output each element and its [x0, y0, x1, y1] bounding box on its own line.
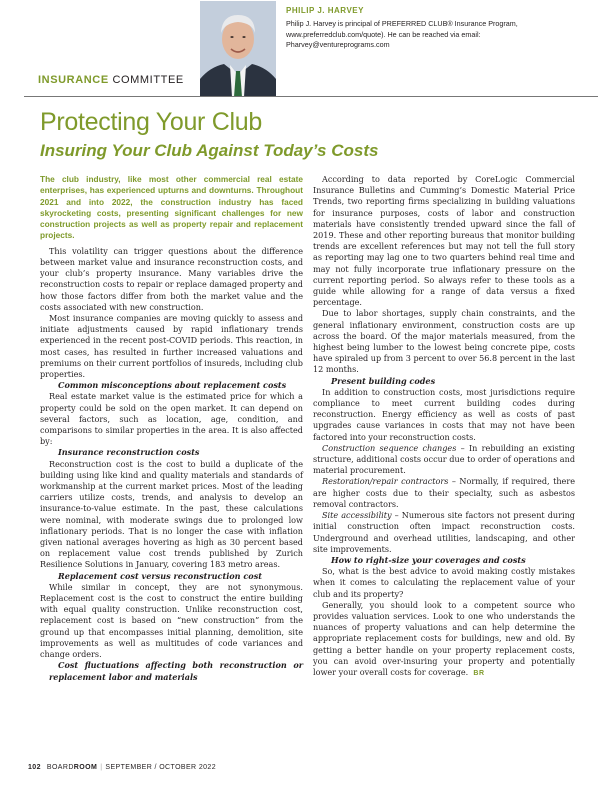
section-label	[38, 74, 184, 86]
author-portrait-icon	[200, 1, 276, 97]
body-paragraph: Real estate market value is the estimated price for which a property could be sold on the open market. It can depend on several factors, such as location, age, condition, and comparisons to similar properties in the area. It is also affected by:	[40, 391, 303, 447]
end-mark: BR	[473, 669, 485, 677]
body-paragraph	[313, 510, 575, 555]
body-paragraph	[313, 443, 575, 477]
body-paragraph: According to data reported by CoreLogic Commercial Insurance Bulletins and Cumming’s Domestic Material Price Trends, two reporting firms specializing in building valuations for insurance purposes, costs of labor and construction materials have consistently trended upward since the fall of 2019. These and other reporting bureaus that monitor building trends are excellent references but may not tell the full story as reporting may lag one to two quarters behind real time and may not fully incorporate true inflationary pressure on the current reporting period. So always refer to these tools as a guide while allowing for a range of data versus a fixed percentage.	[313, 174, 575, 308]
body-paragraph	[313, 600, 575, 679]
footer-separator: |	[100, 764, 103, 771]
page-footer	[28, 764, 216, 771]
body-paragraph: So, what is the best advice to avoid making costly mistakes when it comes to calculating the replacement value of your club and its property?	[313, 566, 575, 599]
author-name: PHILIP J. HARVEY	[286, 6, 364, 15]
section-heading: How to right-size your coverages and costs	[331, 554, 526, 565]
magazine-name-light: BOARD	[46, 764, 74, 771]
page-number: 102	[28, 764, 41, 771]
body-paragraph: This volatility can trigger questions about the difference between market value and insurance reconstruction costs, and your club’s property insurance. Many variables drive the reconstruction costs to repair or replace damaged property and how those factors differ from both the market value and the costs associated with new construction.	[40, 245, 303, 312]
item-text: – In rebuilding an existing structure, additional costs occur due to order of operations and material procurement.	[313, 442, 575, 476]
item-label: Site accessibility	[322, 510, 392, 521]
section-heading: Cost fluctuations affecting both reconstruction or replacement labor and materials	[49, 660, 303, 682]
magazine-name	[47, 764, 97, 771]
right-column	[313, 174, 575, 679]
author-photo	[200, 1, 276, 97]
item-label: Restoration/repair contractors	[322, 476, 449, 487]
header-divider	[24, 96, 598, 97]
lead-paragraph: The club industry, like most other commercial real estate enterprises, has experienced upturns and downturns. Throughout 2021 and into 2022, the construction industry has faced skyrocketing costs, presenting significant challenges for new construction projects as well as property repair and replacement projects.	[40, 174, 303, 241]
article-title: Protecting Your Club	[40, 108, 262, 136]
section-heading: Common misconceptions about replacement costs	[58, 380, 287, 391]
body-paragraph: While similar in concept, they are not synonymous. Replacement cost is the cost to construct the entire building with equal quality construction. Unlike reconstruction cost, replacement cost is based on “new construction” from the ground up that encompasses initial planning, demolition, site improvements as well as multitudes of code variances and change orders.	[40, 581, 303, 660]
closing-text: Generally, you should look to a competent source who provides valuation services. Look to one who understands the nuances of property valuations and can help determine the appropriate replacement costs for buildings, new and old. By getting a better handle on your property replacement costs, you can avoid over-insuring your property and potentially lower your overall costs for coverage.	[313, 599, 575, 677]
section-heading: Present building codes	[331, 375, 436, 386]
body-paragraph: In addition to construction costs, most jurisdictions require compliance to meet current building codes during reconstruction. Energy efficiency as well as costs of past upgrades cause variances in costs that may not have been factored into your reconstruction costs.	[313, 386, 575, 442]
body-paragraph	[313, 476, 575, 510]
section-heading: Replacement cost versus reconstruction cost	[58, 570, 262, 581]
body-paragraph: Reconstruction cost is the cost to build a duplicate of the building using like kind and quality materials and standards of workmanship at the current market prices. Most of the leading carriers utilize costs, trends, and analysis to develop an insurance-to-value estimate. In the past, these calculations were nominal, with moderate swings due to prolonged low inflationary periods. That is no longer the case with inflation given national averages hovering as high as 30 percent based on replacement value cost trends published by Zurich Resilience Solutions in January, covering 183 metro areas.	[40, 458, 303, 570]
item-text: – Numerous site factors not present during initial construction often impact reconstruction costs. Underground and overhead utilities, landscaping, and other site improvements.	[313, 510, 575, 554]
body-paragraph: Due to labor shortages, supply chain constraints, and the general inflationary environment, construction costs are up across the board. Of the major materials measured, from the highest being lumber to the lowest being concrete pipe, costs have spiraled up from 3 percent to over 56.8 percent in the last 12 months.	[313, 308, 575, 375]
item-label: Construction sequence changes	[322, 442, 457, 453]
body-paragraph: Most insurance companies are moving quickly to assess and initiate adjustments caused by rapid inflationary trends experienced in the recent post-COVID periods. This reaction, in most cases, has resulted in further increased valuations and premiums on their current portfolios of insureds, including club properties.	[40, 313, 303, 380]
section-label-accent: INSURANCE	[38, 74, 109, 86]
magazine-name-bold: ROOM	[73, 764, 98, 771]
section-label-rest: COMMITTEE	[108, 74, 184, 86]
issue-date: SEPTEMBER / OCTOBER 2022	[105, 764, 217, 771]
left-column	[40, 174, 303, 683]
item-text: – Normally, if required, there are higher costs due to their specialty, such as asbestos removal contractors.	[313, 476, 575, 509]
author-bio: Philip J. Harvey is principal of PREFERRED CLUB® Insurance Program, www.preferredclub.com/quote). He can be reached via email: Pharvey@ventureprograms.com	[286, 19, 518, 49]
section-heading: Insurance reconstruction costs	[58, 447, 200, 458]
article-subtitle: Insuring Your Club Against Today’s Costs	[40, 141, 379, 160]
